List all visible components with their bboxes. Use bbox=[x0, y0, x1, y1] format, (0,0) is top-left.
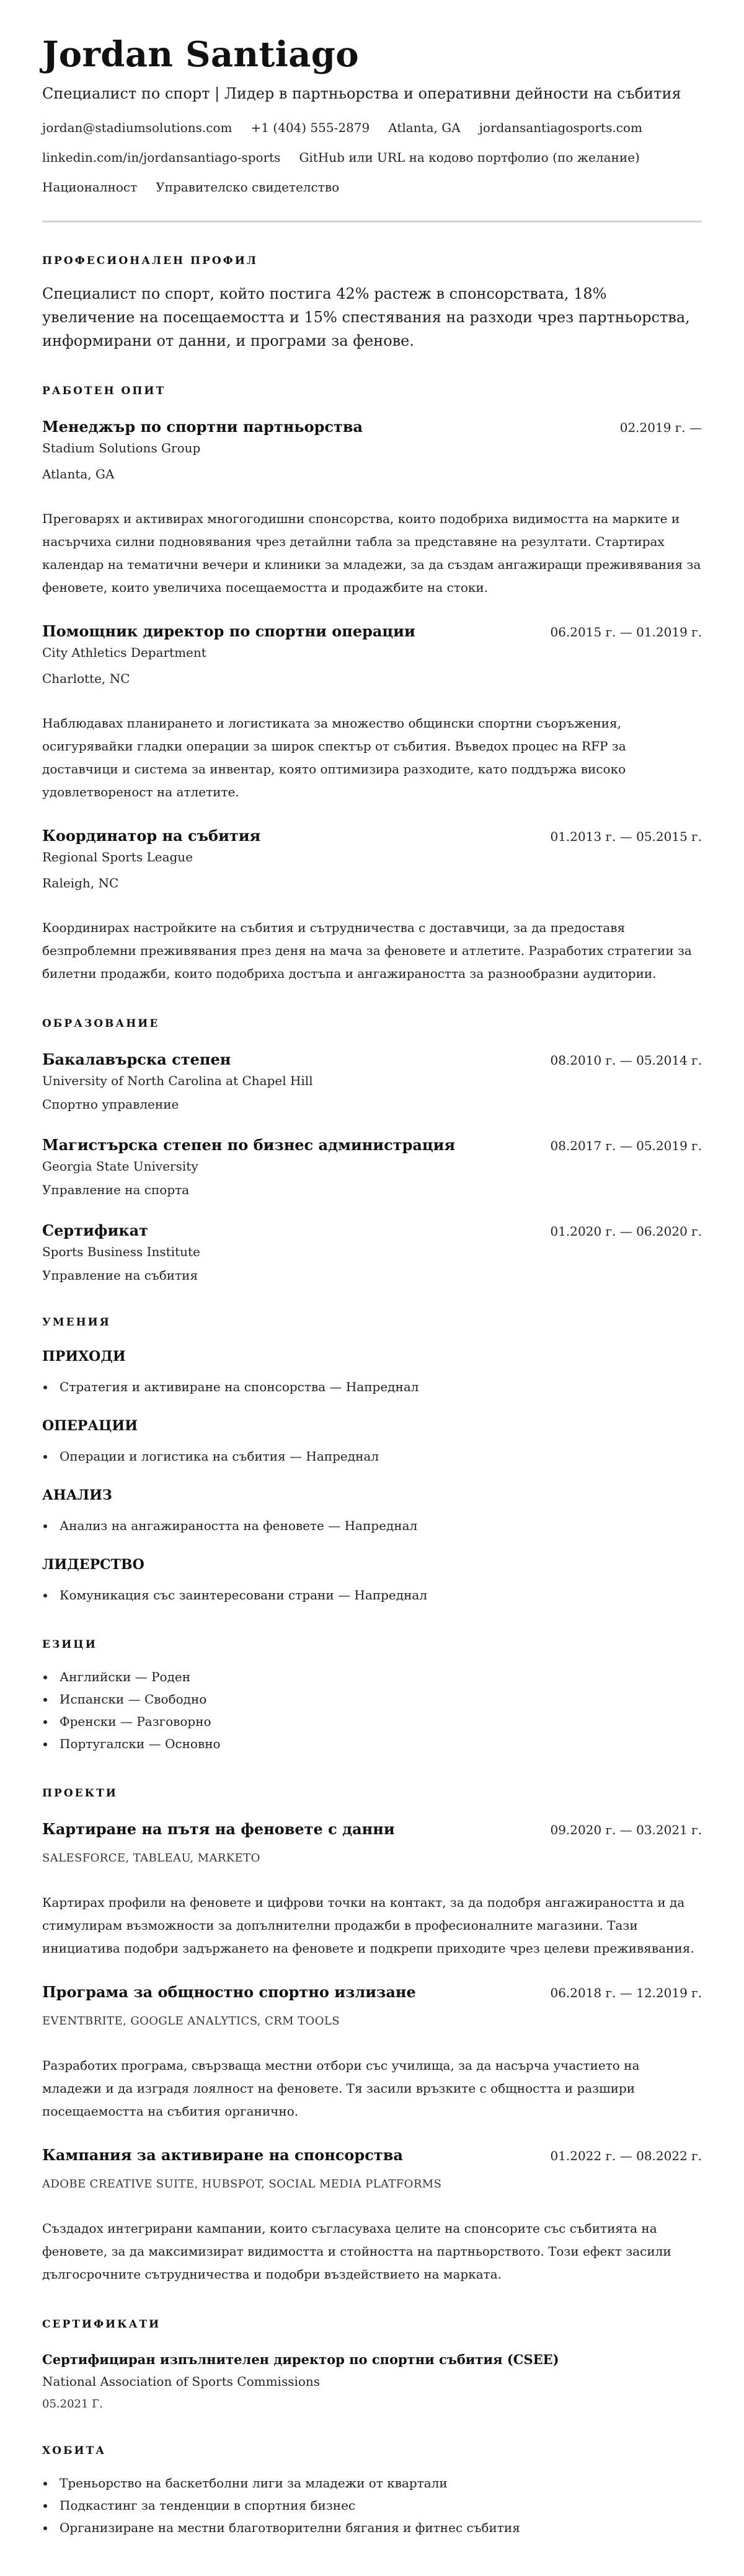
degree-dates: 08.2017 г. — 05.2019 г. bbox=[550, 1138, 702, 1153]
project-dates: 09.2020 г. — 03.2021 г. bbox=[550, 1822, 702, 1837]
project-description: Създадох интегрирани кампании, които съгласуваха целите на спонсорите със събитията на феновете, за да максимизират видимостта и стойността на партньорството. Този ефект засили дългосрочните сътрудничества и подобри въздействието на марката. bbox=[42, 2221, 671, 2282]
contact-email[interactable]: jordan@stadiumsolutions.com bbox=[42, 120, 232, 135]
hobby-item: Треньорство на баскетболни лиги за младежи от квартали bbox=[42, 2472, 702, 2494]
job-location: Charlotte, NC bbox=[42, 671, 130, 686]
skill-list bbox=[42, 1584, 702, 1606]
project-tech-stack: SALESFORCE, TABLEAU, MARKETO bbox=[42, 1852, 260, 1865]
hobby-list bbox=[42, 2472, 702, 2539]
project-tech-stack: ADOBE CREATIVE SUITE, HUBSPOT, SOCIAL MEDIA PLATFORMS bbox=[42, 2178, 442, 2191]
skill-category-heading: ОПЕРАЦИИ bbox=[42, 1418, 138, 1434]
job-title: Менеджър по спортни партньорства bbox=[42, 418, 363, 436]
certification-issuer: National Association of Sports Commissions bbox=[42, 2374, 321, 2389]
school-name: Georgia State University bbox=[42, 1159, 198, 1174]
contact-linkedin[interactable]: linkedin.com/in/jordansantiago-sports bbox=[42, 150, 281, 165]
project-dates: 01.2022 г. — 08.2022 г. bbox=[550, 2148, 702, 2163]
skill-category-heading: АНАЛИЗ bbox=[42, 1487, 112, 1503]
study-field: Управление на събития bbox=[42, 1268, 198, 1283]
degree-title: Бакалавърска степен bbox=[42, 1050, 231, 1068]
contact-row-links bbox=[42, 149, 702, 166]
project-title: Кампания за активиране на спонсорства bbox=[42, 2146, 403, 2164]
job-description: Наблюдавах планирането и логистиката за множество общински спортни съоръжения, осигурявайки гладки операции за широк спектър от събития. Въведох процес на RFP за доставчици и система за инвентар, която оптимизира разходите, като поддържа високо удовлетвореност на атлетите. bbox=[42, 716, 626, 799]
projects-section bbox=[42, 1786, 702, 2286]
skills-section bbox=[42, 1315, 702, 1606]
experience-entry bbox=[42, 417, 702, 599]
skill-list bbox=[42, 1445, 702, 1467]
education-heading: ОБРАЗОВАНИЕ bbox=[42, 1018, 160, 1030]
languages-heading: ЕЗИЦИ bbox=[42, 1638, 97, 1651]
hobbies-heading: ХОБИТА bbox=[42, 2445, 107, 2457]
project-dates: 06.2018 г. — 12.2019 г. bbox=[550, 1985, 702, 2000]
certifications-heading: СЕРТИФИКАТИ bbox=[42, 2318, 161, 2331]
contact-license: Управителско свидетелство bbox=[156, 180, 340, 195]
project-description: Разработих програма, свързваща местни отбори със училища, за да насърча участието на младежи и да изградя лоялност на феновете. Тя засили връзките с общността и разшири посещаемостта на събития органично. bbox=[42, 2058, 640, 2119]
experience-entry bbox=[42, 826, 702, 985]
contact-location: Atlanta, GA bbox=[388, 120, 461, 135]
language-item: Португалски — Основно bbox=[42, 1733, 702, 1755]
experience-entry bbox=[42, 622, 702, 804]
job-description: Координирах настройките на събития и сътрудничества с доставчици, за да предоставя безпроблемни преживявания през деня на мача за феновете и атлетите. Разработих стратегии за билетни продажби, които подобриха достъпа и ангажираността за разнообразни аудитории. bbox=[42, 920, 692, 981]
job-description: Преговарях и активирах многогодишни спонсорства, които подобриха видимостта на марките и насърчиха силни подновявания чрез детайлни табла за представяне на резултати. Стартирах календар на тематични вечери и клиники за младежи, за да създам ангажиращи преживявания за феновете, които увеличиха посещаемостта и продажбите на стоки. bbox=[42, 511, 701, 595]
study-field: Управление на спорта bbox=[42, 1182, 190, 1197]
hobbies-section bbox=[42, 2443, 702, 2539]
education-entry bbox=[42, 1050, 702, 1113]
education-section bbox=[42, 1016, 702, 1284]
projects-heading: ПРОЕКТИ bbox=[42, 1787, 118, 1800]
job-location: Raleigh, NC bbox=[42, 876, 119, 890]
project-description: Картирах профили на феновете и цифрови точки на контакт, за да подобря ангажираността и да стимулирам възможности за допълнителни продажби в професионалните магазини. Тази инициатива подобри задържането на феновете и подкрепи приходите чрез целеви преживявания. bbox=[42, 1895, 694, 1956]
languages-section bbox=[42, 1637, 702, 1755]
certification-title: Сертифициран изпълнителен директор по спортни събития (CSEE) bbox=[42, 2352, 559, 2367]
candidate-headline: Специалист по спорт | Лидер в партньорства и оперативни дейности на събития bbox=[42, 85, 681, 102]
skill-item: Комуникация със заинтересовани страни — Напреднал bbox=[42, 1584, 702, 1606]
summary-text: Специалист по спорт, който постига 42% растеж в спонсорствата, 18% увеличение на посещаемостта и 15% спестявания на разходи чрез партньорства, информирани от данни, и програми за фенове. bbox=[42, 285, 690, 349]
job-company: Regional Sports League bbox=[42, 850, 193, 864]
language-item: Испански — Свободно bbox=[42, 1688, 702, 1710]
job-company: City Athletics Department bbox=[42, 645, 206, 660]
degree-title: Магистърска степен по бизнес администрация bbox=[42, 1136, 456, 1154]
job-location: Atlanta, GA bbox=[42, 467, 115, 481]
project-title: Картиране на пътя на феновете с данни bbox=[42, 1820, 395, 1838]
degree-dates: 01.2020 г. — 06.2020 г. bbox=[550, 1224, 702, 1239]
job-company: Stadium Solutions Group bbox=[42, 441, 201, 455]
job-dates: 02.2019 г. — bbox=[619, 420, 702, 435]
skill-list bbox=[42, 1514, 702, 1537]
candidate-name: Jordan Santiago bbox=[42, 34, 359, 75]
degree-dates: 08.2010 г. — 05.2014 г. bbox=[550, 1053, 702, 1068]
skill-list bbox=[42, 1376, 702, 1398]
skills-heading: УМЕНИЯ bbox=[42, 1316, 111, 1329]
summary-heading: ПРОФЕСИОНАЛЕН ПРОФИЛ bbox=[42, 255, 258, 267]
education-entry bbox=[42, 1221, 702, 1284]
contact-row-primary bbox=[42, 119, 702, 136]
language-item: Английски — Роден bbox=[42, 1666, 702, 1688]
skill-item: Операции и логистика на събития — Напреднал bbox=[42, 1445, 702, 1467]
header-divider bbox=[42, 221, 702, 222]
contact-row-extra bbox=[42, 178, 702, 196]
skill-item: Стратегия и активиране на спонсорства — Напреднал bbox=[42, 1376, 702, 1398]
experience-heading: РАБОТЕН ОПИТ bbox=[42, 385, 166, 397]
resume-header bbox=[42, 32, 702, 222]
contact-portfolio[interactable]: GitHub или URL на кодово портфолио (по желание) bbox=[299, 150, 640, 165]
project-entry bbox=[42, 1819, 702, 1960]
contact-website[interactable]: jordansantiagosports.com bbox=[479, 120, 642, 135]
job-title: Помощник директор по спортни операции bbox=[42, 622, 415, 640]
summary-section bbox=[42, 253, 702, 353]
experience-section bbox=[42, 384, 702, 985]
job-title: Координатор на събития bbox=[42, 827, 261, 845]
project-entry bbox=[42, 2145, 702, 2286]
language-list bbox=[42, 1666, 702, 1755]
degree-title: Сертификат bbox=[42, 1221, 149, 1239]
certifications-section bbox=[42, 2317, 702, 2412]
certification-entry bbox=[42, 2350, 702, 2412]
project-title: Програма за общностно спортно излизане bbox=[42, 1983, 416, 2001]
project-tech-stack: EVENTBRITE, GOOGLE ANALYTICS, CRM TOOLS bbox=[42, 2015, 340, 2028]
school-name: University of North Carolina at Chapel Hill bbox=[42, 1073, 313, 1088]
skill-category-heading: ЛИДЕРСТВО bbox=[42, 1557, 144, 1573]
contact-phone[interactable]: +1 (404) 555-2879 bbox=[250, 120, 370, 135]
job-dates: 01.2013 г. — 05.2015 г. bbox=[550, 829, 702, 844]
education-entry bbox=[42, 1135, 702, 1198]
certification-date: 05.2021 Г. bbox=[42, 2398, 103, 2411]
study-field: Спортно управление bbox=[42, 1097, 179, 1112]
language-item: Френски — Разговорно bbox=[42, 1710, 702, 1733]
skill-item: Анализ на ангажираността на феновете — Напреднал bbox=[42, 1514, 702, 1537]
project-entry bbox=[42, 1982, 702, 2123]
school-name: Sports Business Institute bbox=[42, 1244, 200, 1259]
contact-nationality: Националност bbox=[42, 180, 138, 195]
hobby-item: Организиране на местни благотворителни бягания и фитнес събития bbox=[42, 2517, 702, 2539]
skill-category-heading: ПРИХОДИ bbox=[42, 1348, 126, 1365]
job-dates: 06.2015 г. — 01.2019 г. bbox=[550, 625, 702, 640]
hobby-item: Подкастинг за тенденции в спортния бизнес bbox=[42, 2494, 702, 2517]
